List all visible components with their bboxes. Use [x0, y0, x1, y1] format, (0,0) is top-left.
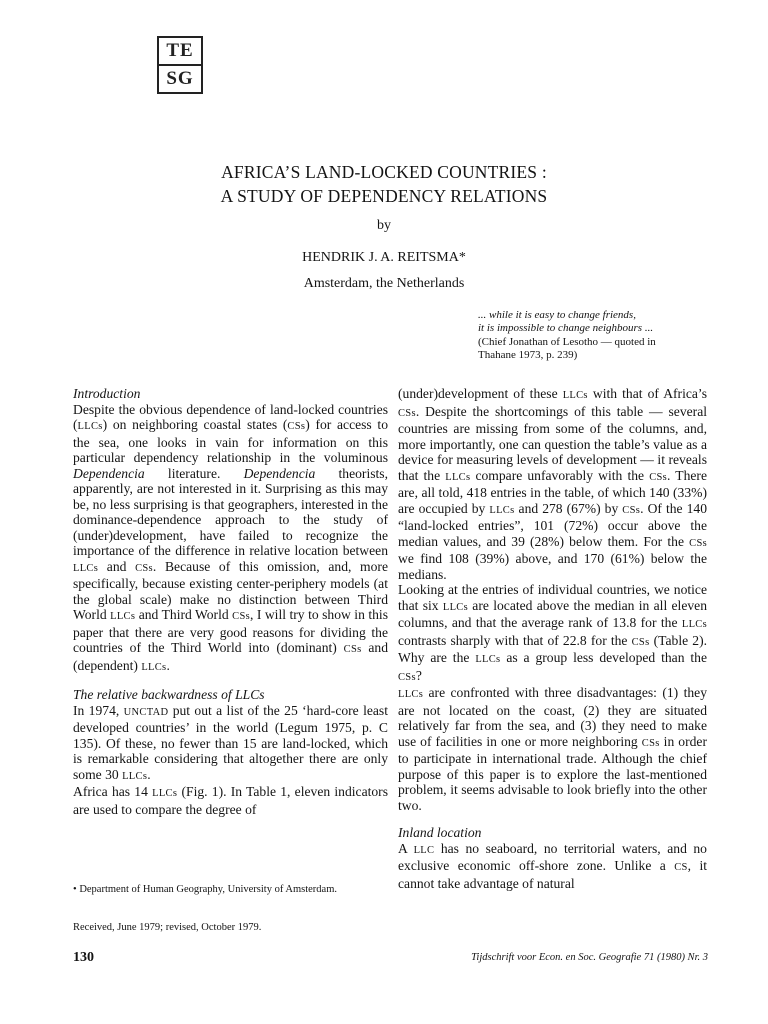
received-note: Received, June 1979; revised, October 1979. — [73, 922, 262, 933]
author-footnote — [73, 884, 393, 897]
right-column — [398, 386, 707, 891]
logo-bottom-letters: SG — [159, 64, 201, 92]
epigraph-line: it is impossible to change neighbours ... — [478, 322, 654, 335]
author-affiliation: Amsterdam, the Netherlands — [303, 276, 465, 291]
paragraph: LLCs are confronted with three disadvantages: (1) they are not located on the coast, (2) they are situated relatively far from the sea, and (3) they need to make use of facilities in one or more neighboring CSs in order to participate in international trade. Although the chief purpose of this paper is to explore the last-mentioned problem, it seems advisable to look briefly into the other two. — [398, 685, 707, 813]
footnote-text: Department of Human Geography, University of Amsterdam. — [79, 884, 337, 895]
paragraph: Looking at the entries of individual countries, we notice that six LLCs are located above the median in all eleven columns, and that the average rank of 13.8 for the LLCs contrasts sharply with that of 22.8 for the CSs (Table 2). Why are the LLCs as a group less developed than the CSs? — [398, 582, 708, 683]
epigraph — [478, 309, 706, 363]
logo-top-letters: TE — [166, 40, 194, 61]
title-line-2: A STUDY OF DEPENDENCY RELATIONS — [220, 186, 548, 206]
paragraph: Despite the obvious dependence of land-locked countries (LLCs) on neighboring coastal states (CSs) for access to the sea, one looks in vain for information on this particular dependency relationship in the voluminous Dependencia literature. Dependencia theorists, apparently, are not interested in it. Surprising as this may be, no less surprising is that geographers, interested in the dominance-dependence approach to the study of (under)development, have failed to recognize the importance of the difference in relative location between LLCs and CSs. Because of this omission, and, more specifically, because existing center-periphery models (at the global scale) make no distinction between Third World LLCs and Third World CSs, I will try to show in this paper that there are very good reasons for dividing the countries of the Third World into (dominant) CSs and (dependent) LLCs. — [73, 401, 389, 673]
epigraph-source: Thahane 1973, p. 239) — [478, 349, 578, 362]
title-line-1: AFRICA’S LAND-LOCKED COUNTRIES : — [221, 162, 547, 182]
footnote-marker: • — [73, 884, 77, 895]
byline: by — [377, 218, 391, 233]
section-heading-introduction: Introduction — [73, 386, 141, 401]
paragraph: In 1974, UNCTAD put out a list of the 25 ‘hard-core least developed countries’ in the world (Legum 1975, p. C 135). Of these, no fewer than 15 are land-locked, which is remarkable considering that altogether there are only some 30 LLCs. — [73, 702, 388, 782]
journal-citation: Tijdschrift voor Econ. en Soc. Geografie 71 (1980) Nr. 3 — [471, 952, 708, 963]
left-column — [73, 386, 388, 817]
journal-logo — [157, 36, 203, 94]
author-name: HENDRIK J. A. REITSMA* — [302, 250, 466, 265]
paragraph: Africa has 14 LLCs (Fig. 1). In Table 1, eleven indicators are used to compare the degree of — [73, 784, 388, 817]
epigraph-line: ... while it is easy to change friends, — [478, 309, 636, 321]
paragraph: (under)development of these LLCs with that of Africa’s CSs. Despite the shortcomings of this table — several countries are missing from some of the columns, and, more importantly, one can question the table’s value as a device for measuring levels of development — it reveals that the LLCs compare unfavorably with the CSs. There are, all told, 418 entries in the table, of which 140 (33%) are occupied by LLCs and 278 (67%) by CSs. Of the 140 “land-locked entries”, 101 (72%) occur above the median values, and 39 (28%) below them. For the CSs we find 108 (39%) above, and 170 (61%) below the medians. — [398, 386, 708, 582]
section-heading-backwardness: The relative backwardness of LLCs — [73, 687, 265, 702]
page-number: 130 — [73, 950, 94, 965]
epigraph-source: (Chief Jonathan of Lesotho — quoted in — [478, 335, 656, 348]
paragraph: A LLC has no seaboard, no territorial waters, and no exclusive economic off-shore zone. Unlike a CS, it cannot take advantage of natural — [398, 840, 707, 891]
section-heading-inland-location: Inland location — [398, 825, 482, 840]
